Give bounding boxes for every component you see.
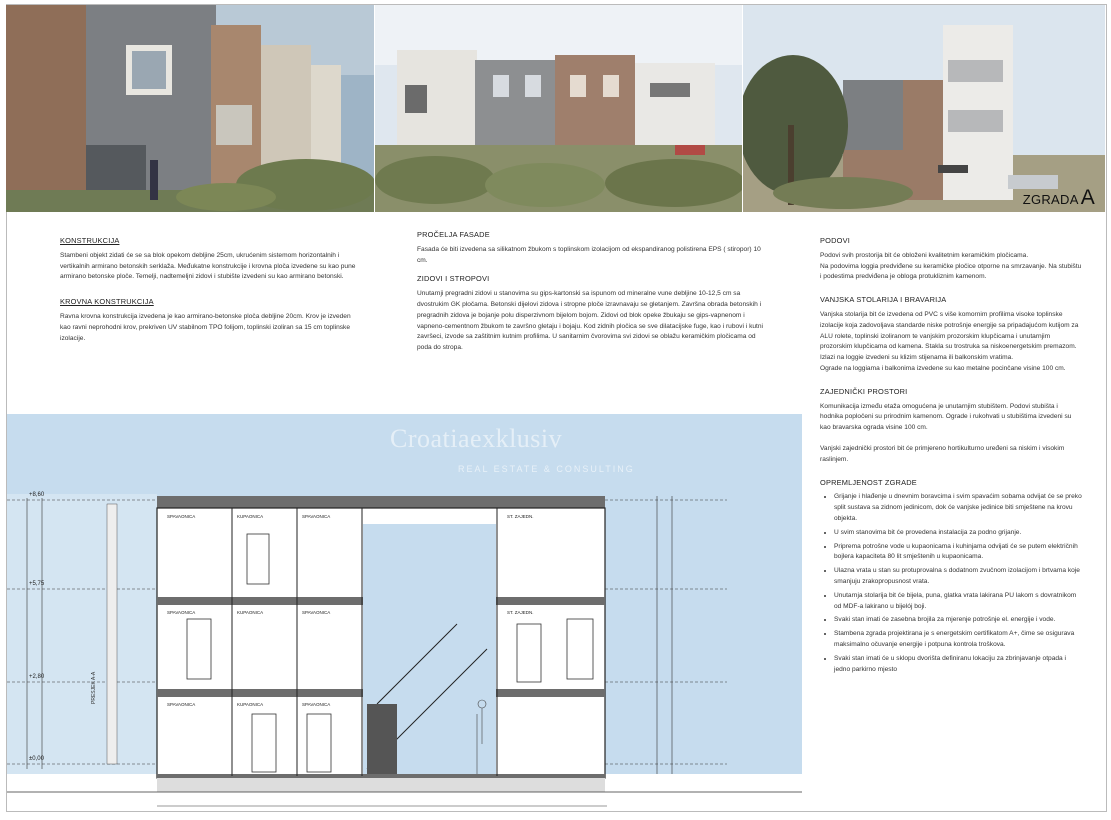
room-label: KUPAONICA <box>237 610 264 615</box>
room-label: SPAVAONICA <box>167 514 196 519</box>
oprema-item: • Ulazna vrata u stan su protuprovalna s dodatnom zvučnom izolacijom i brtvama koje smanjuju zrakopropusnost vrata. <box>834 566 1082 588</box>
zidovi-text: Unutarnji pregradni zidovi u stanovima su gips-kartonski sa ispunom od mineralne vune debljine 10-12,5 cm sa dvostrukim GK pločama. Betonski dijelovi zidova i stropne ploče izravnavaju se gletanjem. Završna obrada betonskih i pregradnih zidova je bojanje polu disperzivnom bijelom bojom. Zidovi od blok opeke žbukaju se gips-vapnenom i vapneno-cementnom žbukom te završno gletaju i bojaju. Kod zidnih pločica se sve dilatacijske fuge, kao i rubovi i kutni završeci, izvode sa zaštitnim kutnim profilima. U sanitarnim čvorovima svi zidovi se oblažu keramičkim pločicama od poda do stropa. <box>417 290 763 352</box>
oprema-item: • Svaki stan imati će zasebna brojila za mjerenje potrošnje el. energije i vode. <box>834 615 1082 626</box>
room-label: ST. ZAJEDN. <box>507 514 534 519</box>
room-label: SPAVAONICA <box>167 610 196 615</box>
podovi-text-2: Na podovima loggia predviđene su keramičke pločice otporne na smrzavanje. Na stubištu i podestima predviđena je obloga protukliznim kamenom. <box>820 262 1082 281</box>
column-specs <box>820 236 1082 678</box>
zajednicki-text-2: Vanjski zajednički prostori bit će primjereno hortikulturno uređeni sa niskim i visokim raslinjem. <box>820 444 1065 463</box>
street-view-render <box>6 5 374 212</box>
oprema-title: OPREMLJENOST ZGRADE <box>820 477 917 487</box>
zajednicki-title: ZAJEDNIČKI PROSTORI <box>820 386 908 396</box>
krov-text: Ravna krovna konstrukcija izvedena je kao armirano-betonske ploča debljine 20cm. Krov je izveden kao ravni neprohodni krov, prekriven UV stabilnom TPO folijom, toplinski izoliran sa 15 cm toplinske izolacije. <box>60 312 351 342</box>
level-label: +5,75 <box>29 581 45 587</box>
building-label: ZGRADAA <box>1022 186 1095 209</box>
fasada-text: Fasada će biti izvedena sa silikatnom žbukom s toplinskom izolacijom od ekspandiranog polistirena EPS ( stiropor) 10 cm. <box>417 245 761 264</box>
building-section-drawing <box>7 414 802 809</box>
oprema-item: • Unutarnja stolarija bit će bijela, puna, glatka vrata lakirana PU lakom s dovratnikom od MDF-a lakirano u bijelój boji. <box>834 591 1082 613</box>
room-label: SPAVAONICA <box>302 610 331 615</box>
stolarija-text-2: Ograde na loggiama i balkonima izvedene su kao metalne pocinčane visine 100 cm. <box>820 364 1066 372</box>
fasada-title: PROČELJA FASADE <box>417 230 490 239</box>
podovi-text-1: Podovi svih prostorija bit će obloženi kvalitetnim keramičkim pločicama. <box>820 251 1029 259</box>
level-label: ±0,00 <box>29 756 44 762</box>
column-facade <box>417 230 772 358</box>
room-label: KUPAONICA <box>237 514 264 519</box>
oprema-item: • U svim stanovima bit će provedena instalacija za podno grijanje. <box>834 528 1082 539</box>
section-side-label: PRESJEK A-A <box>91 671 97 704</box>
stolarija-text-1: Vanjska stolarija bit će izvedena od PVC s više komornim profilima visoke toplinske izolacije koja zadovoljava standarde niske potrošnje energije sa pripadajućom kutijom za ALU rolete, toplinski izoliranom te vanjskim prozorskim klupčicama i unutarnjim prozorskim klupčicama od kamena. Stakla su trostruka sa niskoenergetskim premazom. Izlazi na loggie izvedeni su klizim stijenama ili balkonskim vratima. <box>820 310 1079 362</box>
oprema-item: • Svaki stan imati će u sklopu dvorišta definiranu lokaciju za zbrinjavanje otpada i jedno parkirno mjesto <box>834 654 1082 676</box>
oprema-item: • Stambena zgrada projektirana je s energetskim certifikatom A+, čime se osigurava maksimalno očuvanje energije i potpuna kontrola troškova. <box>834 629 1082 651</box>
side-facade-render <box>743 5 1105 212</box>
konstrukcija-title: KONSTRUKCIJA <box>60 236 120 245</box>
column-construction <box>60 236 360 348</box>
watermark-tagline: REAL ESTATE & CONSULTING <box>458 464 635 474</box>
room-label: ST. ZAJEDN. <box>507 610 534 615</box>
room-label: KUPAONICA <box>237 702 264 707</box>
room-label: SPAVAONICA <box>167 702 196 707</box>
oprema-list <box>820 492 1082 675</box>
room-label: SPAVAONICA <box>302 514 331 519</box>
podovi-title: PODOVI <box>820 236 850 245</box>
oprema-item: • Grijanje i hlađenje u dnevnim boravcima i svim spavaćim sobama odvijat će se preko split sustava sa zidnom jedinicom, dok će vanjske jedinice biti smještene na krovu objekta. <box>834 492 1082 524</box>
room-label: SPAVAONICA <box>302 702 331 707</box>
krov-title: KROVNA KONSTRUKCIJA <box>60 297 154 307</box>
zidovi-title: ZIDOVI I STROPOVI <box>417 274 490 284</box>
oprema-item: • Priprema potrošne vode u kupaonicama i kuhinjama odvijati će se putem električnih bojlera kapaciteta 80 lit smještenih u kupaonicama. <box>834 542 1082 564</box>
level-label: +8,60 <box>29 492 45 498</box>
stolarija-title: VANJSKA STOLARIJA I BRAVARIJA <box>820 295 947 305</box>
konstrukcija-text: Stambeni objekt zidati će se sa blok opekom debljine 25cm, ukrućenim sistemom horizontalnih i vertikalnih armirano betonskih serklaža. Međukatne konstrukcije i krovna ploča izvedene su kao pune armirano betonske ploče. Temelji, nadtemeljni zidovi i stubište izvedeni su kao armirano betonski. <box>60 251 356 281</box>
level-label: +2,80 <box>29 674 45 680</box>
front-facade-render <box>375 5 742 212</box>
watermark-brand: Croatiaexklusiv <box>390 424 563 453</box>
zajednicki-text-1: Komunikacija između etaža omogućena je unutarnjim stubištem. Podovi stubišta i hodnika popločeni su prirodnim kamenom. Ograde i rukohvati u stubištima izvedeni su kao bravarska ograda visine 100 cm. <box>820 402 1072 432</box>
